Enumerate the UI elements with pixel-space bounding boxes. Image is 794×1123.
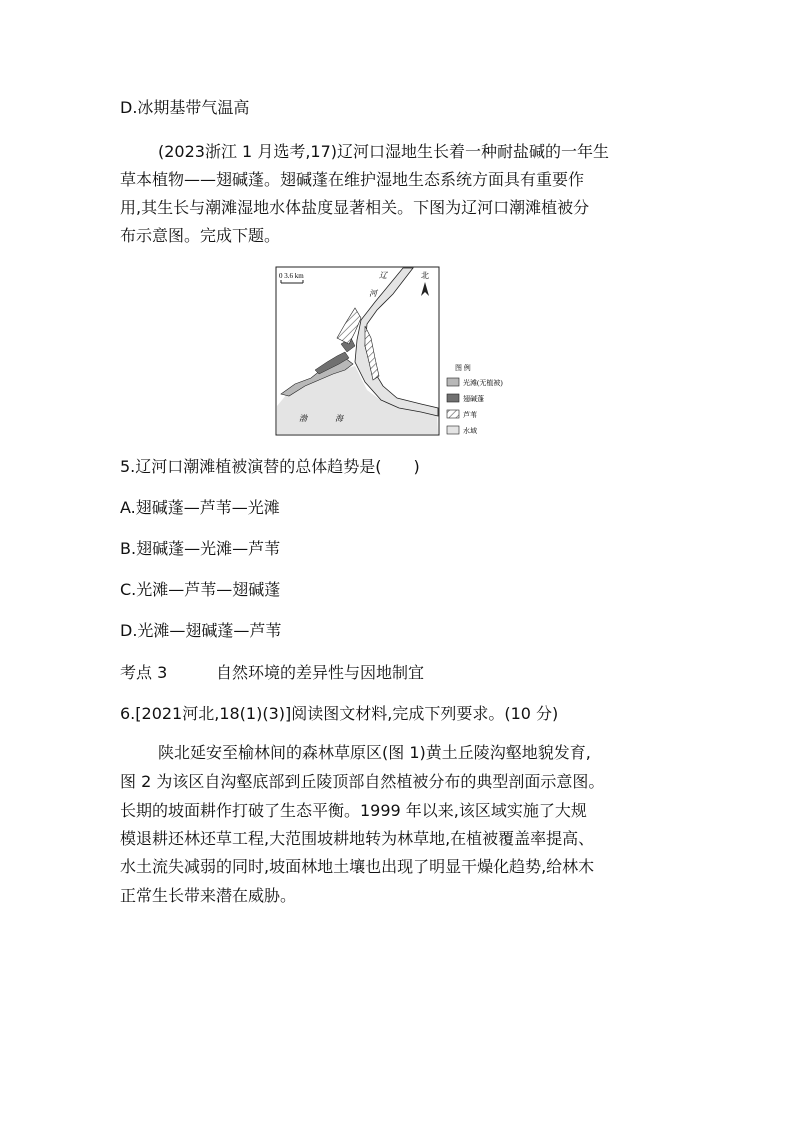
liaohe-estuary-map [275,266,521,440]
question6-line-4: 模退耕还林还草工程,大范围坡耕地转为林草地,在植被覆盖率提高、 [120,829,595,848]
sea-label-2: 海 [335,414,343,423]
intro-line-2: 草本植物——翅碱蓬。翅碱蓬在维护湿地生态系统方面具有重要作 [120,170,585,189]
question5-option-d[interactable]: D.光滩—翅碱蓬—芦苇 [120,621,282,640]
question5-stem: 5.辽河口潮滩植被演替的总体趋势是( ) [120,457,420,476]
intro-line-1: (2023浙江 1 月选考,17)辽河口湿地生长着一种耐盐碱的一年生 [158,142,610,161]
legend-label-bare: 光滩(无植被) [463,379,503,387]
legend-swatch-water [447,426,459,434]
question6-stem: 6.[2021河北,18(1)(3)]阅读图文材料,完成下列要求。(10 分) [120,704,559,723]
legend-label-suaeda: 翅碱蓬 [463,395,484,403]
question5-option-b[interactable]: B.翅碱蓬—光滩—芦苇 [120,539,281,558]
legend-swatch-reed [447,410,459,418]
question5-option-c[interactable]: C.光滩—芦苇—翅碱蓬 [120,580,281,599]
question6-line-6: 正常生长带来潜在威胁。 [120,886,297,905]
intro-line-3: 用,其生长与潮滩湿地水体盐度显著相关。下图为辽河口潮滩植被分 [120,198,590,217]
question5-option-a[interactable]: A.翅碱蓬—芦苇—光滩 [120,498,280,517]
intro-line-4: 布示意图。完成下题。 [120,226,281,245]
sea-label-1: 渤 [299,414,307,423]
north-label: 北 [421,271,429,280]
legend-swatch-suaeda [447,394,459,402]
legend-title: 图 例 [455,364,471,372]
question6-line-1: 陕北延安至榆林间的森林草原区(图 1)黄土丘陵沟壑地貌发育, [158,743,591,762]
topic3-heading [120,663,424,683]
prev-option-d: D.冰期基带气温高 [120,98,250,117]
legend-label-reed: 芦苇 [463,411,477,419]
question6-line-3: 长期的坡面耕作打破了生态平衡。1999 年以来,该区域实施了大规 [120,801,587,820]
topic3-title: 自然环境的差异性与因地制宜 [216,663,425,682]
topic3-number: 考点 3 [120,663,168,682]
legend-swatch-bare [447,378,459,386]
question6-line-2: 图 2 为该区自沟壑底部到丘陵顶部自然植被分布的典型剖面示意图。 [120,772,605,791]
scale-label: 0 3.6 km [279,272,304,280]
river-label-2: 河 [369,289,377,298]
legend-label-water: 水域 [463,427,477,435]
river-label-1: 辽 [379,271,387,280]
question6-line-5: 水土流失减弱的同时,坡面林地土壤也出现了明显干燥化趋势,给林木 [120,857,595,876]
